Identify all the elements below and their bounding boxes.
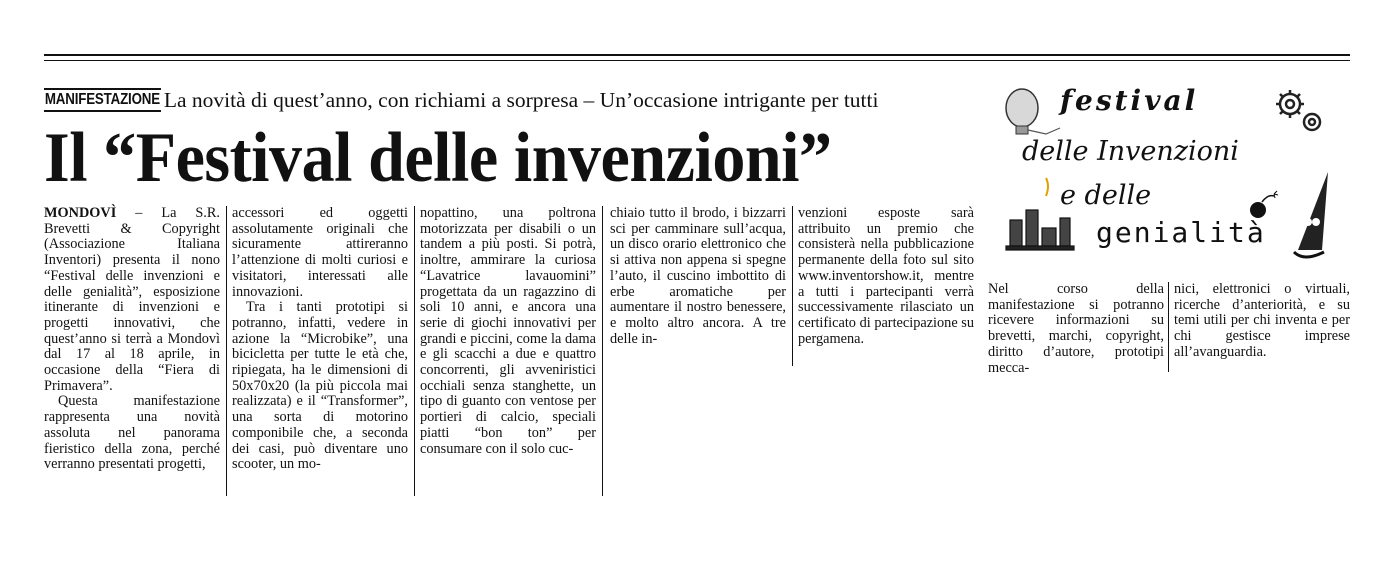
article-column-2 (232, 206, 408, 473)
kicker (44, 88, 878, 112)
article-column-1 (44, 206, 220, 473)
paragraph: Nel corso della manifestazione si potranno ricevere informazioni su brevetti, marchi, copyright, diritto d’autore, prototipi mecca- (988, 281, 1164, 376)
festival-logo (990, 82, 1348, 272)
paragraph: Tra i tanti prototipi si potranno, infatti, vedere in azione la “Microbike”, una bicicletta per tutte le età che, ripiegata, ha le dimensioni di 50x70x20 (la più piccola mai realizzata) e il “Transformer”, una sorta di motorino componibile che, a seconda dei casi, può diventare uno scooter, un mo- (232, 299, 408, 473)
paragraph: chiaio tutto il brodo, i bizzarri sci per camminare sull’acqua, un disco orario elettronico che si attiva non appena si spegne l’auto, il cuscino imbottito di erbe aromatiche per aumentare il nostro benessere, e molto altro ancora. A tre delle in- (610, 205, 786, 347)
column-separator (414, 206, 415, 496)
paragraph: accessori ed oggetti assolutamente originali che sicuramente attireranno l’attenzione di molti curiosi e visitatori, interessati alle innovazioni. (232, 205, 408, 300)
gnome-character-icon (1294, 172, 1328, 257)
lightbulb-icon (1006, 89, 1060, 134)
headline: Il “Festival delle invenzioni” (44, 119, 832, 197)
logo-line-1: festival (1060, 84, 1199, 117)
article-column-6 (988, 282, 1164, 376)
gears-icon (1276, 90, 1320, 130)
article-column-7 (1174, 282, 1350, 361)
logo-line-2: delle Invenzioni (1022, 136, 1239, 167)
paragraph (44, 206, 220, 394)
paragraph: nopattino, una poltrona motorizzata per disabili o un tandem a più posti. Si potrà, inoltre, ammirare la curiosa “Lavatrice lavauomini” progettata da un ragazzino di soli 10 anni, e ancora una serie di giochi innovativi per grandi e piccini, come la dama e gli scacchi a due e quattro concorrenti, gli avveniristici occhiali senza stanghette, un tipo di guanto con ventose per portieri di calcio, speciali piatti “bon ton” per consumare con il solo cuc- (420, 205, 596, 457)
top-rule (44, 54, 1350, 56)
bomb-icon (1250, 191, 1278, 218)
paragraph-text: – La S.R. Brevetti & Copyright (Associazione Italiana Inventori) presenta il nono “Festival delle invenzioni e delle genialità”, esposizione itinerante di invenzioni e progetti innovativi, che quest’anno si terrà a Mondovì dal 17 al 18 aprile, in occasione della “Fiera di Primavera”. (44, 205, 220, 394)
logo-line-3: e delle (1060, 180, 1152, 211)
top-rule-thin (44, 60, 1350, 61)
paragraph: nici, elettronici o virtuali, ricerche d’anteriorità, e su temi utili per chi inventa e per chi gestisce imprese all’avanguardia. (1174, 281, 1350, 360)
column-separator (226, 206, 227, 496)
article-column-4 (610, 206, 786, 347)
paragraph: venzioni esposte sarà attribuito un premio che consisterà nella pubblicazione permanente della foto sul sito www.inventorshow.it, mentre a tutti i partecipanti verrà successivamente rilasciato un certificato di partecipazione su pergamena. (798, 205, 974, 347)
logo-line-4: genialità (1096, 216, 1266, 249)
paragraph: Questa manifestazione rappresenta una novità assoluta nel panorama fieristico della zona, perché verranno presentati progetti, (44, 393, 220, 473)
column-separator (1168, 282, 1169, 372)
article-column-3 (420, 206, 596, 457)
dateline: MONDOVÌ (44, 205, 117, 221)
column-separator (602, 206, 603, 496)
article-column-5 (798, 206, 974, 347)
kicker-text: La novità di quest’anno, con richiami a sorpresa – Un’occasione intrigante per tutti (163, 87, 879, 112)
kicker-tag: MANIFESTAZIONE (44, 88, 161, 112)
column-separator (792, 206, 793, 366)
